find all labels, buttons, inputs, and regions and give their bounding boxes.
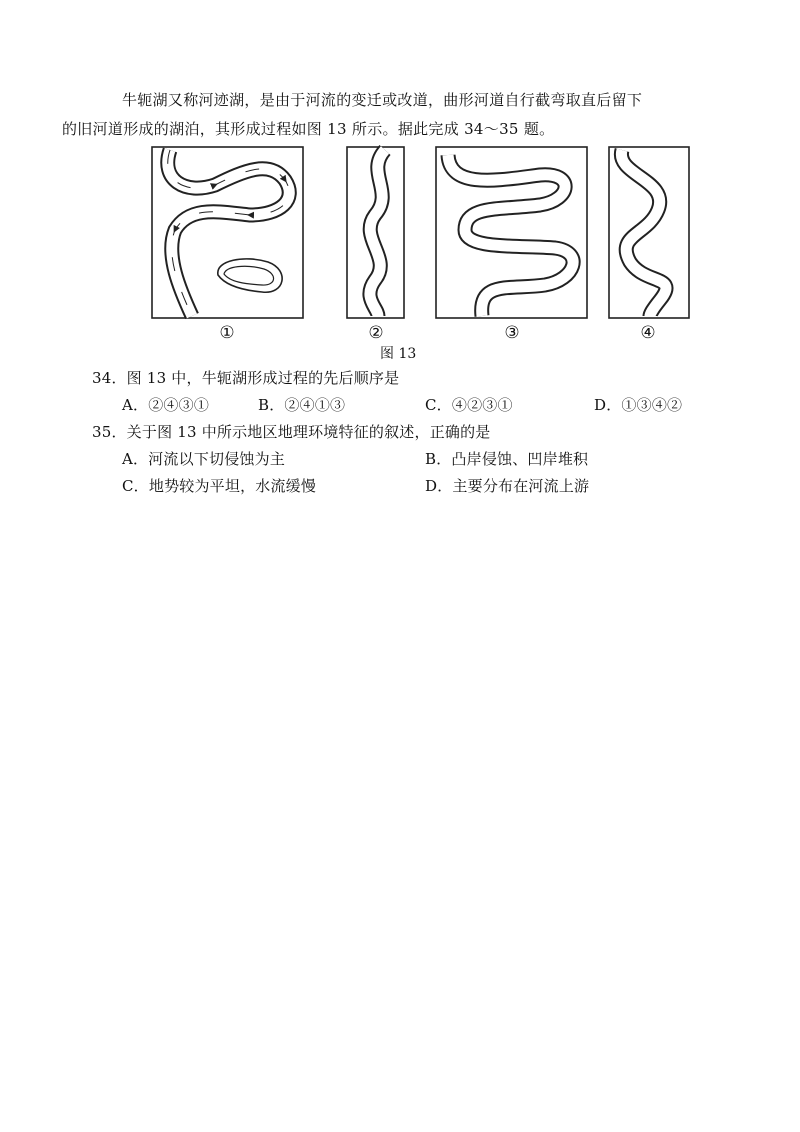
question-34-option-b: B．②④①③ xyxy=(258,396,346,414)
question-34-option-a: A．②④③① xyxy=(122,396,210,414)
question-35-option-d: D．主要分布在河流上游 xyxy=(425,477,590,495)
panel-label-4: ④ xyxy=(640,323,656,343)
question-35-option-a: A．河流以下切侵蚀为主 xyxy=(122,450,286,468)
figure-13 xyxy=(0,0,800,370)
panel-label-3: ③ xyxy=(504,323,520,343)
panel-label-1: ① xyxy=(219,323,235,343)
question-34-stem: 34．图 13 中，牛轭湖形成过程的先后顺序是 xyxy=(92,369,400,387)
question-35-stem: 35．关于图 13 中所示地区地理环境特征的叙述，正确的是 xyxy=(92,423,491,441)
intro-line-2: 的旧河道形成的湖泊，其形成过程如图 13 所示。据此完成 34～35 题。 xyxy=(62,120,555,138)
question-34-option-d: D．①③④② xyxy=(594,396,683,414)
intro-line-1: 牛轭湖又称河迹湖，是由于河流的变迁或改道，曲形河道自行截弯取直后留下 xyxy=(122,91,643,109)
panel-4-river xyxy=(609,147,689,318)
panel-label-2: ② xyxy=(368,323,384,343)
question-34-option-c: C．④②③① xyxy=(425,396,513,414)
question-35-option-c: C．地势较为平坦，水流缓慢 xyxy=(122,477,317,495)
question-35-option-b: B．凸岸侵蚀、凹岸堆积 xyxy=(425,450,589,468)
panel-3-river xyxy=(436,147,587,318)
figure-caption: 图 13 xyxy=(380,346,417,362)
panel-2-river xyxy=(347,147,404,318)
panel-1-river xyxy=(152,147,303,318)
river-diagram xyxy=(0,0,800,370)
